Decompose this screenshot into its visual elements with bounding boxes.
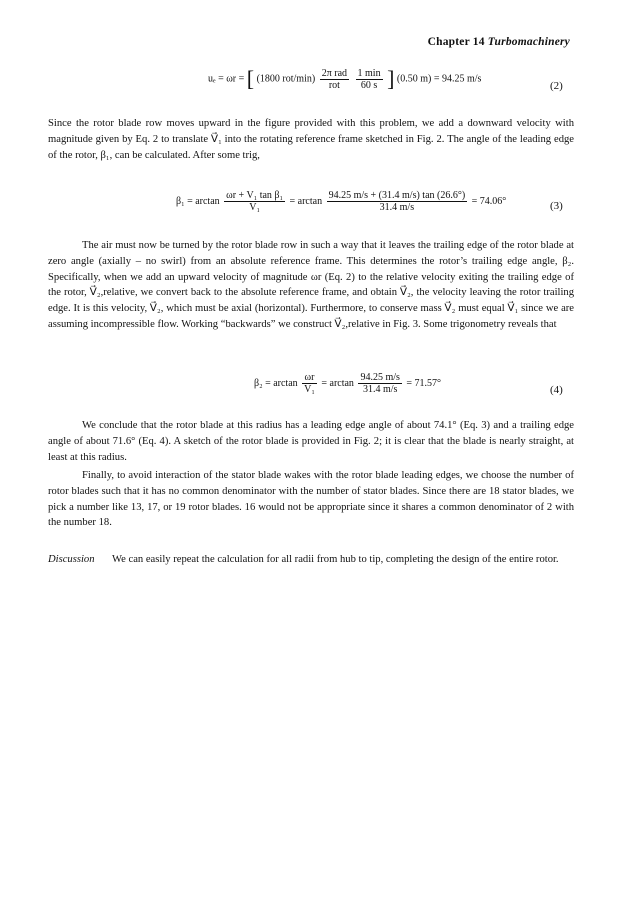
paragraph-2: The air must now be turned by the rotor blade row in such a way that it leaves the trailing edge of the rotor blade at zero angle (axially – no swirl) from an absolute reference frame. This determines the rotor’s trailing edge angle, β₂. Specifically, when we add an upward velocity of magnitude ωr (Eq. 2) to the relative velocity exiting the trailing edge of the rotor, V⃗₂,relative, we convert back to the absolute reference frame, and obtain V⃗₂, the velocity leaving the rotor trailing edge. It is this velocity, V⃗₂, which must be axial (horizontal). Furthermore, to conserve mass V⃗₂ must equal V⃗₁ since we are assuming incompressible flow. Working “backwards” we construct V⃗₂,relative in Fig. 3. Some trigonometry reveals that [48,240,574,330]
eq4-frac1-num: ωr [302,372,317,384]
discussion-label: Discussion [48,554,95,565]
eq2-frac1-num: 2π rad [321,67,348,79]
eq3-frac1 [224,190,285,213]
eq3-frac2-num: 94.25 m/s + (31.4 m/s) tan (26.6°) [328,190,466,201]
equation-2-number: (2) [550,80,563,92]
eq2-frac1-den: rot [328,79,340,91]
eq2-frac2-num: 1 min [357,67,381,79]
eq3-frac2 [327,190,468,213]
eq4-rhs: = 71.57° [406,377,442,389]
eq3-frac1-den: V₁ [249,202,260,213]
eq2-bracket-open: [ [246,66,255,91]
eq3-rhs: = 74.06° [471,195,507,207]
equation-2 [208,66,481,92]
eq4-frac2-num: 94.25 m/s [360,372,400,383]
eq3-lhs: β₁ = arctan [176,195,220,207]
eq2-frac-rad [320,68,349,91]
eq2-bracket-close: ] [387,66,395,91]
equation-4 [254,372,441,395]
chapter-label: Chapter 14 [427,36,485,48]
eq3-mid: = arctan [289,195,323,207]
chapter-title: Turbomachinery [487,36,570,48]
eq2-rpm: (1800 rot/min) [256,73,316,85]
equation-3 [176,190,506,213]
paragraph-3: We conclude that the rotor blade at this radius has a leading edge angle of about 74.1° (Eq. 3) and a trailing edge angle of about 71.6° (Eq. 4). A sketch of the rotor blade is provided in Fig. 2; it is clear that the blade is nearly straight, at least at this radius. [48,420,574,463]
eq2-frac2-den: 60 s [360,79,378,91]
eq4-frac1 [302,372,317,395]
eq2-tail: (0.50 m) = 94.25 m/s [396,73,482,85]
eq3-frac2-den: 31.4 m/s [379,202,415,213]
eq2-frac-min [356,68,383,91]
eq3-frac1-num: ωr + V₁ tan β₁ [226,190,284,201]
eq2-lhs: uₑ = ωr = [208,73,245,85]
discussion-text: We can easily repeat the calculation for all radii from hub to tip, completing the design of the entire rotor. [112,554,559,565]
eq4-mid: = arctan [321,377,354,389]
paragraph-1: Since the rotor blade row moves upward in the figure provided with this problem, we add a downward velocity with magnitude given by Eq. 2 to translate V⃗₁ into the rotating reference frame sketched in Fig. 2. The angle of the leading edge of the rotor, β₁, can be calculated. After some trig, [48,118,574,161]
eq4-lhs: β₂ = arctan [254,377,298,389]
paragraph-4: Finally, to avoid interaction of the stator blade wakes with the rotor blade leading edges, we choose the number of rotor blades such that it has no common denominator with the number of stator blades. Since there are 18 stator blades, we pick a number like 13, 17, or 19 rotor blades. 16 would not be appropriate since it shares a common denominator of 2 with the number 18. [48,470,574,529]
equation-4-number: (4) [550,384,563,396]
equation-3-number: (3) [550,200,563,212]
page-header [428,36,570,48]
eq4-frac1-den: V₁ [304,384,315,395]
eq4-frac2 [358,372,401,395]
eq4-frac2-den: 31.4 m/s [362,384,398,395]
